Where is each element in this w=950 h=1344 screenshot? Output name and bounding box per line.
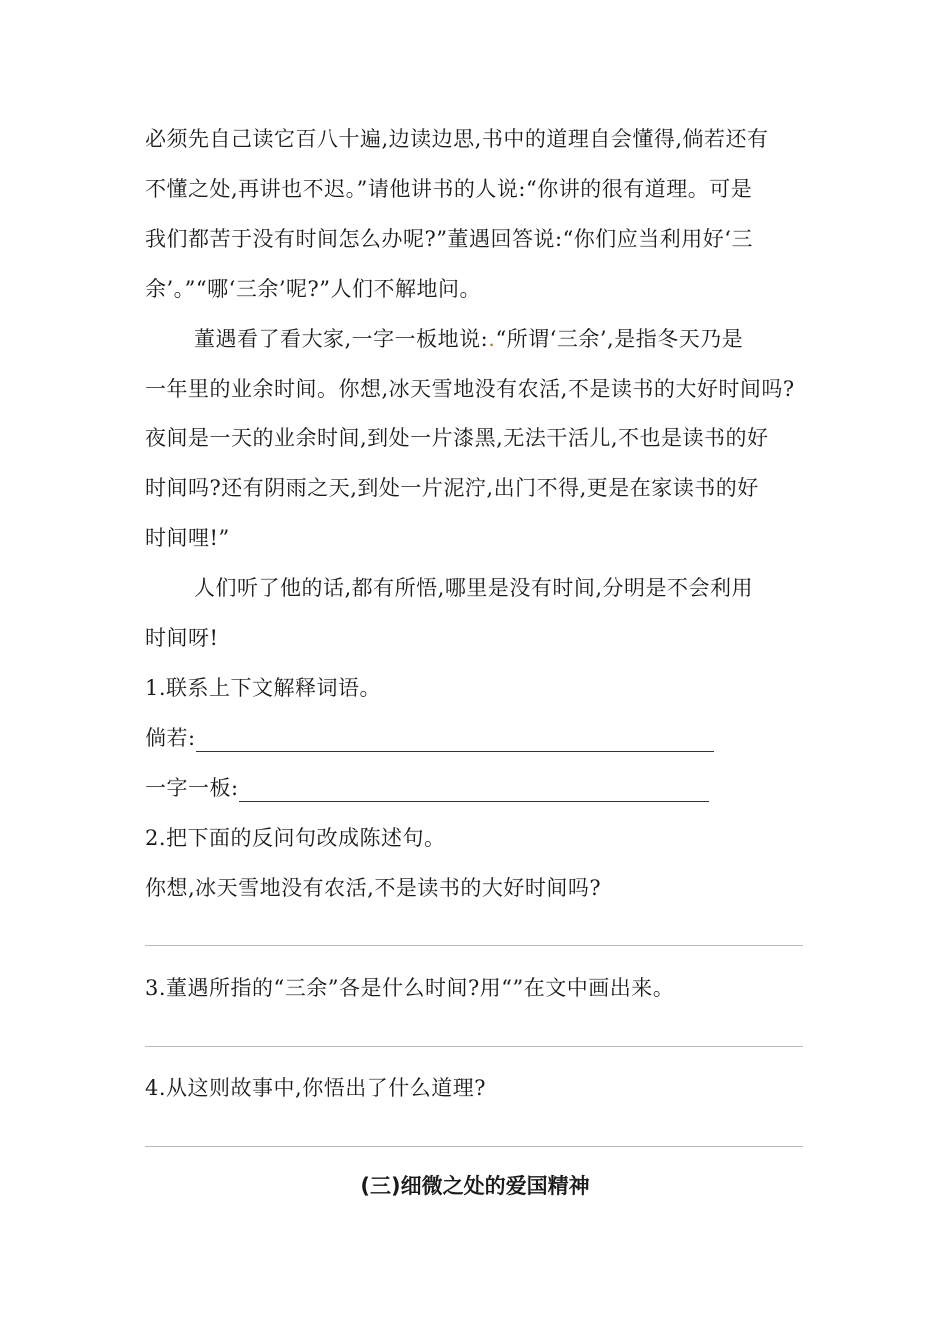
- passage-text: 董遇看了看大家,一字一板地说:: [194, 327, 489, 351]
- question-2-prompt: 2.把下面的反问句改成陈述句。: [145, 826, 446, 850]
- emphasis-dot: .: [488, 327, 496, 351]
- passage-line: 人们听了他的话,都有所悟,哪里是没有时间,分明是不会利用: [194, 576, 754, 600]
- question-1-prompt: 1.联系上下文解释词语。: [145, 676, 382, 700]
- passage-line: 余’。”“哪‘三余’呢?”人们不解地问。: [145, 277, 481, 301]
- question-4-prompt: 4.从这则故事中,你悟出了什么道理?: [145, 1076, 486, 1100]
- section-title: (三)细微之处的爱国精神: [360, 1174, 590, 1198]
- passage-line: [194, 325, 743, 353]
- passage-line: 必须先自己读它百八十遍,边读边思,书中的道理自会懂得,倘若还有: [145, 127, 769, 151]
- question-2-sentence: 你想,冰天雪地没有农活,不是读书的大好时间吗?: [145, 876, 602, 900]
- answer-line[interactable]: [145, 945, 803, 946]
- passage-line: 时间哩!”: [145, 526, 230, 550]
- question-1-term-2: [145, 774, 709, 802]
- answer-blank[interactable]: [196, 731, 714, 752]
- answer-blank[interactable]: [239, 781, 709, 802]
- passage-line: 一年里的业余时间。你想,冰天雪地没有农活,不是读书的大好时间吗?: [145, 377, 795, 401]
- passage-line: 夜间是一天的业余时间,到处一片漆黑,无法干活儿,不也是读书的好: [145, 426, 769, 450]
- passage-line: 时间吗?还有阴雨之天,到处一片泥泞,出门不得,更是在家读书的好: [145, 476, 759, 500]
- question-3-prompt: 3.董遇所指的“三余”各是什么时间?用“”在文中画出来。: [145, 976, 675, 1000]
- passage-line: 时间呀!: [145, 626, 219, 650]
- passage-line: 不懂之处,再讲也不迟。”请他讲书的人说:“你讲的很有道理。可是: [145, 177, 753, 201]
- term-label: 倘若:: [145, 726, 196, 750]
- passage-line: 我们都苦于没有时间怎么办呢?”董遇回答说:“你们应当利用好‘三: [145, 227, 753, 251]
- question-1-term-1: [145, 724, 714, 752]
- term-label: 一字一板:: [145, 776, 239, 800]
- answer-line[interactable]: [145, 1046, 803, 1047]
- answer-line[interactable]: [145, 1146, 803, 1147]
- passage-text: “所谓‘三余’,是指冬天乃是: [495, 327, 744, 351]
